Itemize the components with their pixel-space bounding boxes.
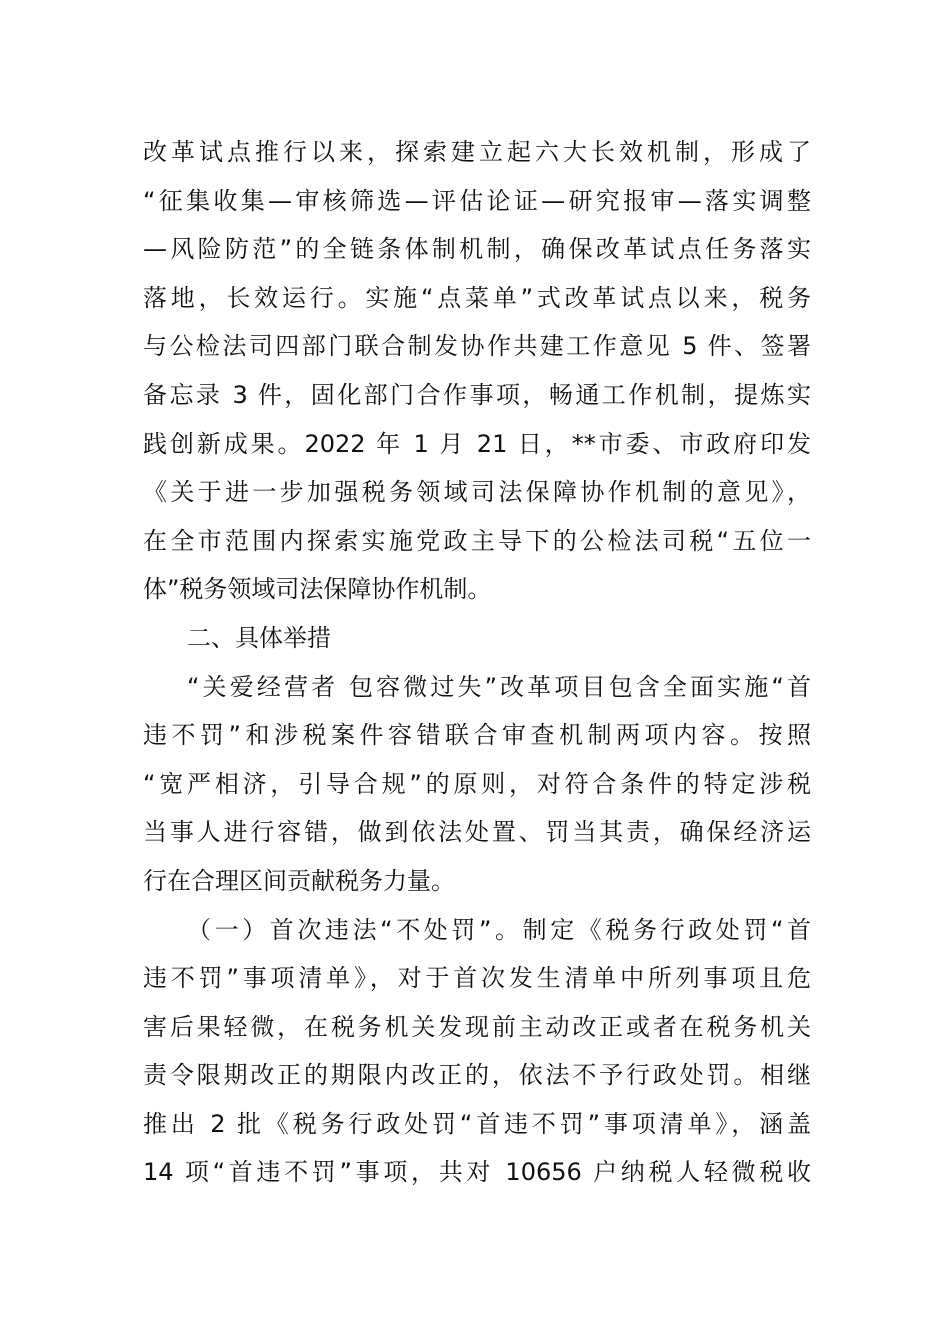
text-line: 践创新成果。2022 年 1 月 21 日，**市委、市政府印发 [143,429,811,458]
text-line: 违不罚”和涉税案件容错联合审查机制两项内容。按照 [143,721,811,750]
text-line: 责令限期改正的期限内改正的，依法不予行政处罚。相继 [143,1061,811,1090]
text-line: 害后果轻微，在税务机关发现前主动改正或者在税务机关 [143,1012,811,1041]
text-line: 《关于进一步加强税务领域司法保障协作机制的意见》， [143,478,811,507]
paragraph [143,663,811,906]
text-line: 当事人进行容错，做到依法处置、罚当其责，确保经济运 [143,818,811,847]
text-line: “宽严相济，引导合规”的原则，对符合条件的特定涉税 [143,769,811,798]
document-body [143,128,811,1197]
text-line: 改革试点推行以来，探索建立起六大长效机制，形成了 [143,138,811,166]
text-line: 行在合理区间贡献税务力量。 [143,866,455,895]
text-line: 14 项“首违不罚”事项，共对 10656 户纳税人轻微税收 [143,1158,811,1187]
text-line: 与公检法司四部门联合制发协作共建工作意见 5 件、签署 [143,332,811,361]
text-line: 落地，长效运行。实施“点菜单”式改革试点以来，税务 [143,283,811,312]
text-line: 备忘录 3 件，固化部门合作事项，畅通工作机制，提炼实 [143,380,811,409]
text-line: 在全市范围内探索实施党政主导下的公检法司税“五位一 [143,526,811,555]
paragraph [143,128,811,614]
text-line: “征集收集—审核筛选—评估论证—研究报审—落实调整 [143,186,811,215]
section-heading: 二、具体举措 [187,623,331,652]
text-line: （一）首次违法“不处罚”。制定《税务行政处罚“首 [187,915,811,944]
text-line: “关爱经营者 包容微过失”改革项目包含全面实施“首 [187,672,811,701]
text-line: 推出 2 批《税务行政处罚“首违不罚”事项清单》，涵盖 [143,1109,811,1138]
text-line: 违不罚”事项清单》，对于首次发生清单中所列事项且危 [143,964,811,993]
paragraph [143,906,811,1198]
text-line: —风险防范”的全链条体制机制，确保改革试点任务落实 [143,235,811,264]
text-line: 体”税务领域司法保障协作机制。 [143,575,492,604]
